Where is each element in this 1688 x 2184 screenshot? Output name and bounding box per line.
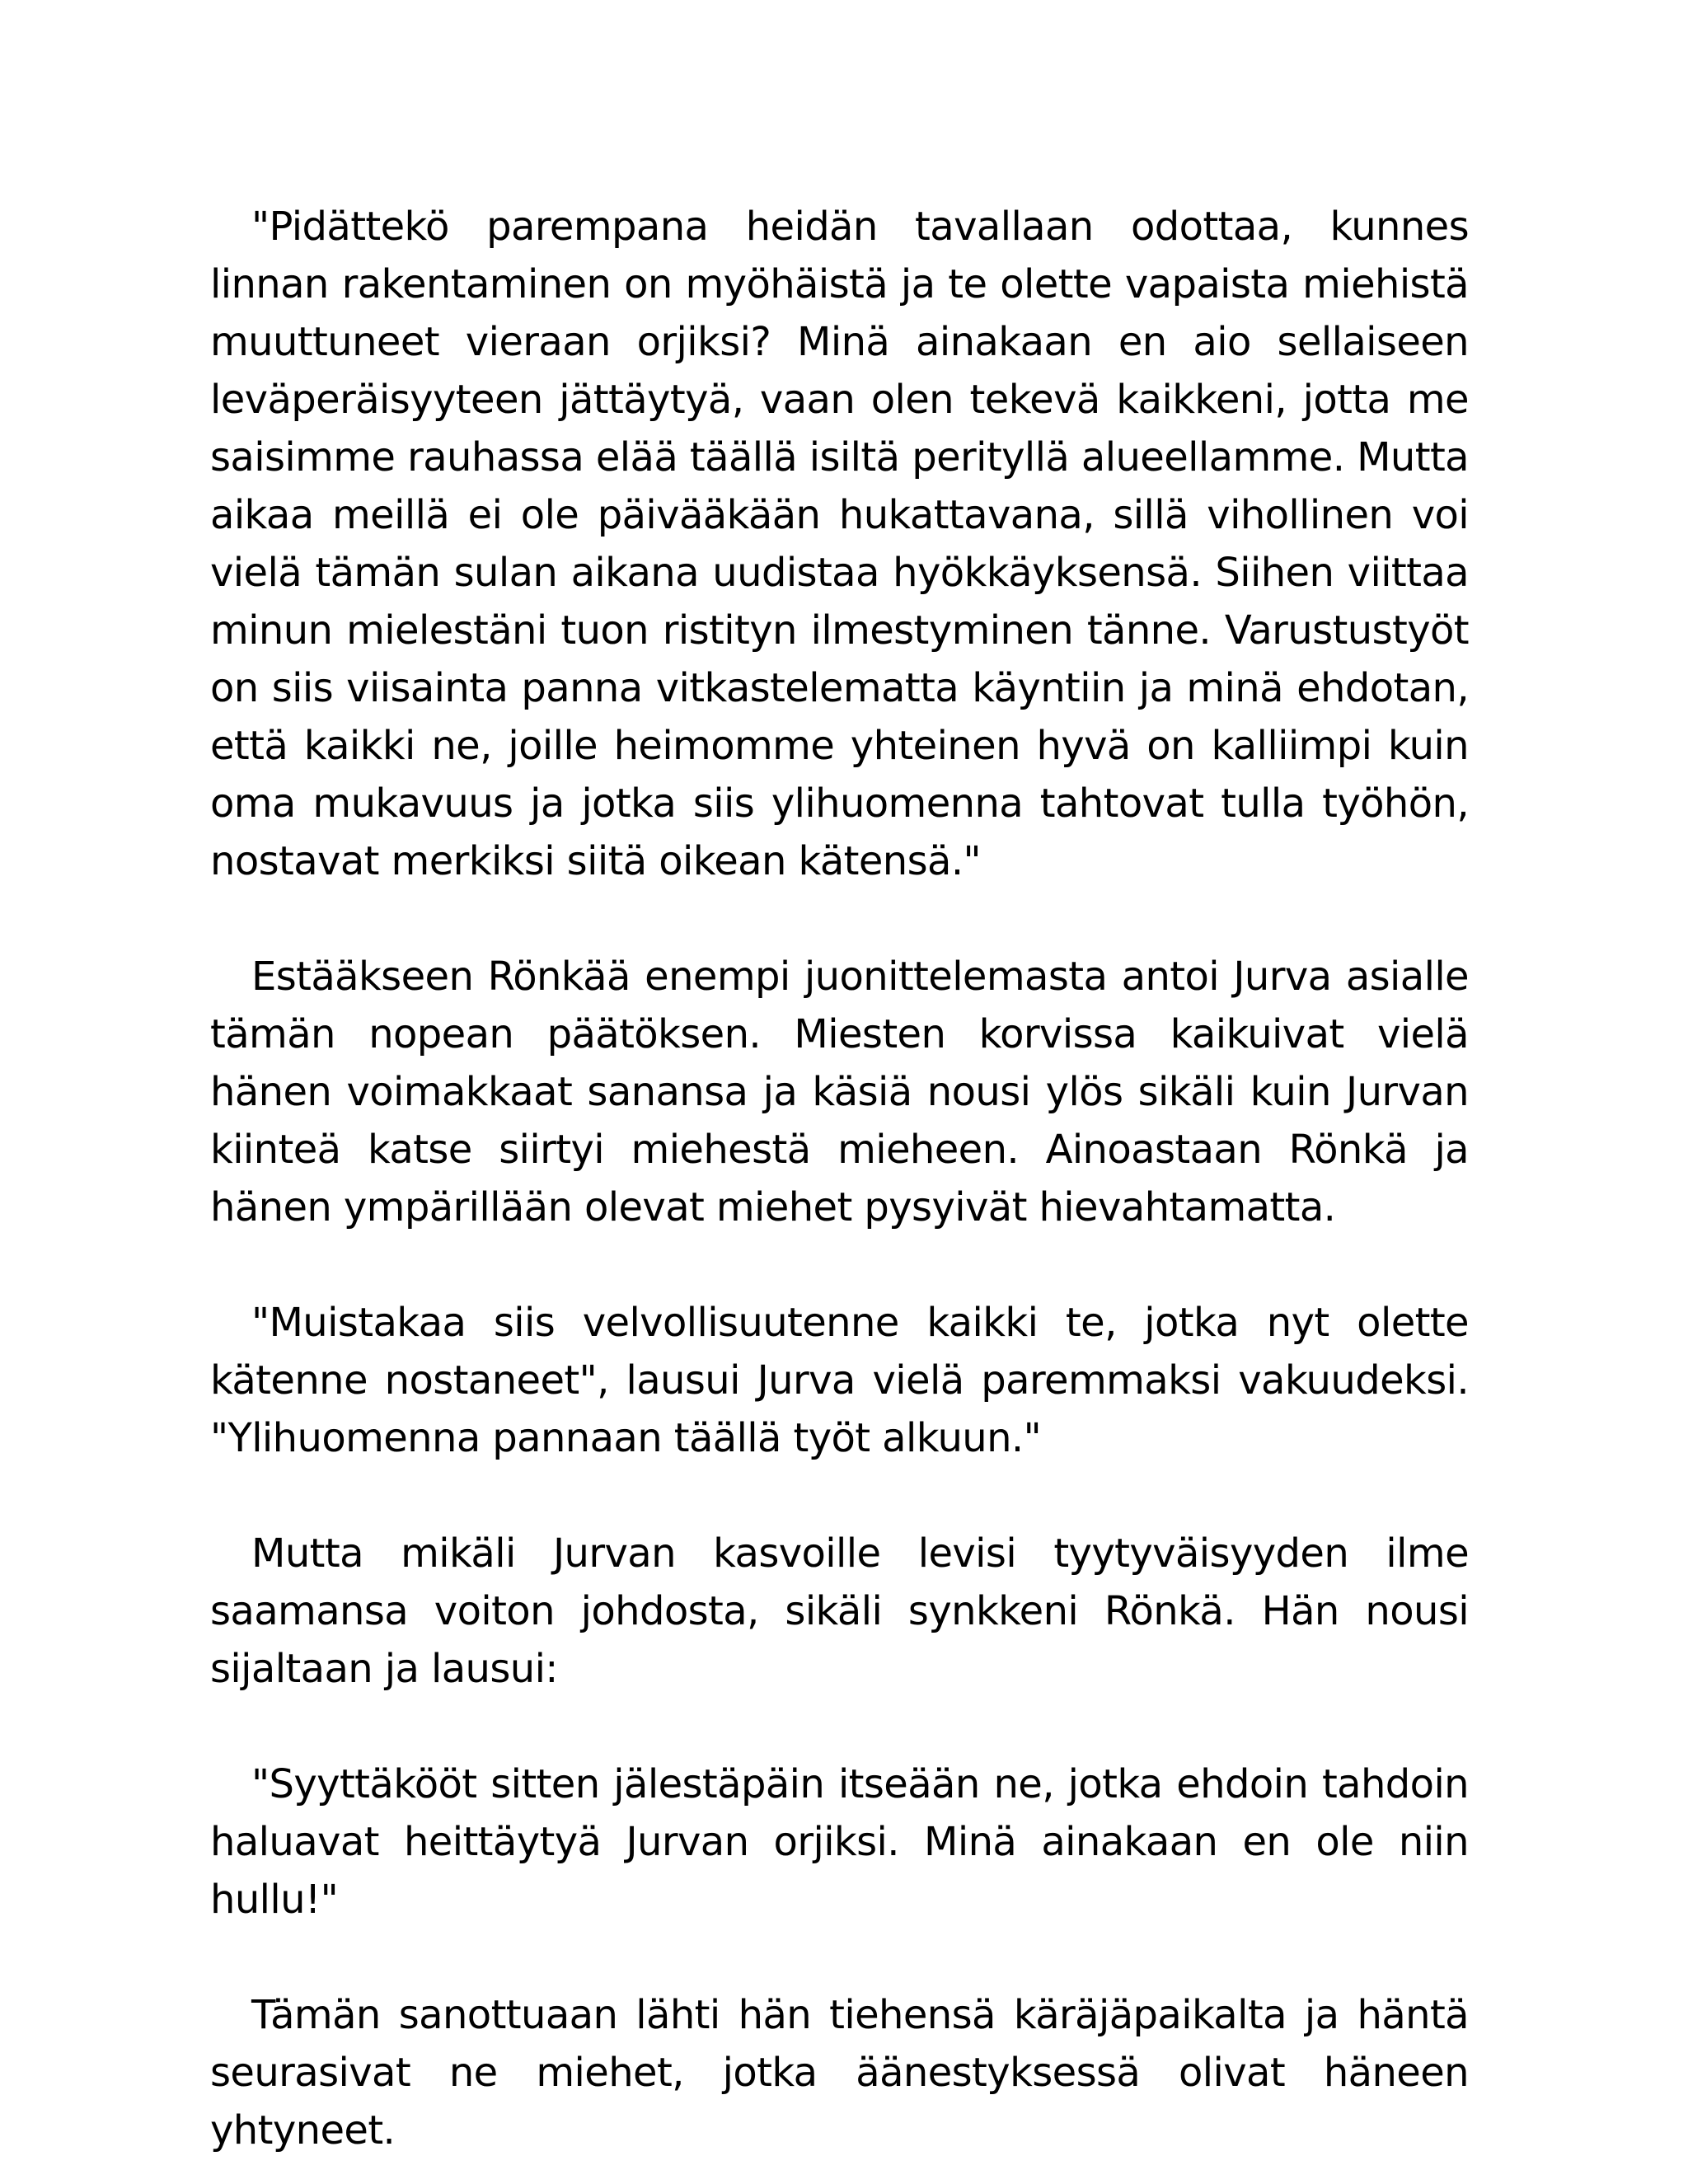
paragraph-3: "Muistakaa siis velvollisuutenne kaikki te, jotka nyt olette kätenne nostaneet", lausui Jurva vielä paremmaksi vakuudeksi. "Ylihuomenna pannaan täällä työt alkuun." — [210, 1300, 1469, 1461]
body-text — [210, 198, 1469, 2159]
paragraph-2: Estääkseen Rönkää enempi juonittelemasta antoi Jurva asialle tämän nopean päätöksen. Miesten korvissa kaikuivat vielä hänen voimakkaat sanansa ja käsiä nousi ylös sikäli kuin Jurvan kiinteä katse siirtyi miehestä mieheen. Ainoastaan Rönkä ja hänen ympärillään olevat miehet pysyivät hievahtamatta. — [210, 954, 1469, 1230]
paragraph-4: Mutta mikäli Jurvan kasvoille levisi tyytyväisyyden ilme saamansa voiton johdosta, sikäli synkkeni Rönkä. Hän nousi sijaltaan ja lausui: — [210, 1530, 1469, 1692]
paragraph-1: "Pidättekö parempana heidän tavallaan odottaa, kunnes linnan rakentaminen on myöhäistä ja te olette vapaista miehistä muuttuneet vieraan orjiksi? Minä ainakaan en aio sellaiseen leväperäisyyteen jättäytyä, vaan olen tekevä kaikkeni, jotta me saisimme rauhassa elää täällä isiltä perityllä alueellamme. Mutta aikaa meillä ei ole päivääkään hukattavana, sillä vihollinen voi vielä tämän sulan aikana uudistaa hyökkäyksensä. Siihen viittaa minun mielestäni tuon ristityn ilmestyminen tänne. Varustustyöt on siis viisainta panna vitkastelematta käyntiin ja minä ehdotan, että kaikki ne, joille heimomme yhteinen hyvä on kalliimpi kuin oma mukavuus ja jotka siis ylihuomenna tahtovat tulla työhön, nostavat merkiksi siitä oikean kätensä." — [210, 204, 1469, 884]
paragraph-5: "Syyttäkööt sitten jälestäpäin itseään ne, jotka ehdoin tahdoin haluavat heittäytyä Jurvan orjiksi. Minä ainakaan en ole niin hullu!" — [210, 1761, 1469, 1923]
paragraph-6: Tämän sanottuaan lähti hän tiehensä käräjäpaikalta ja häntä seurasivat ne miehet, jotka äänestyksessä olivat häneen yhtyneet. — [210, 1992, 1469, 2154]
